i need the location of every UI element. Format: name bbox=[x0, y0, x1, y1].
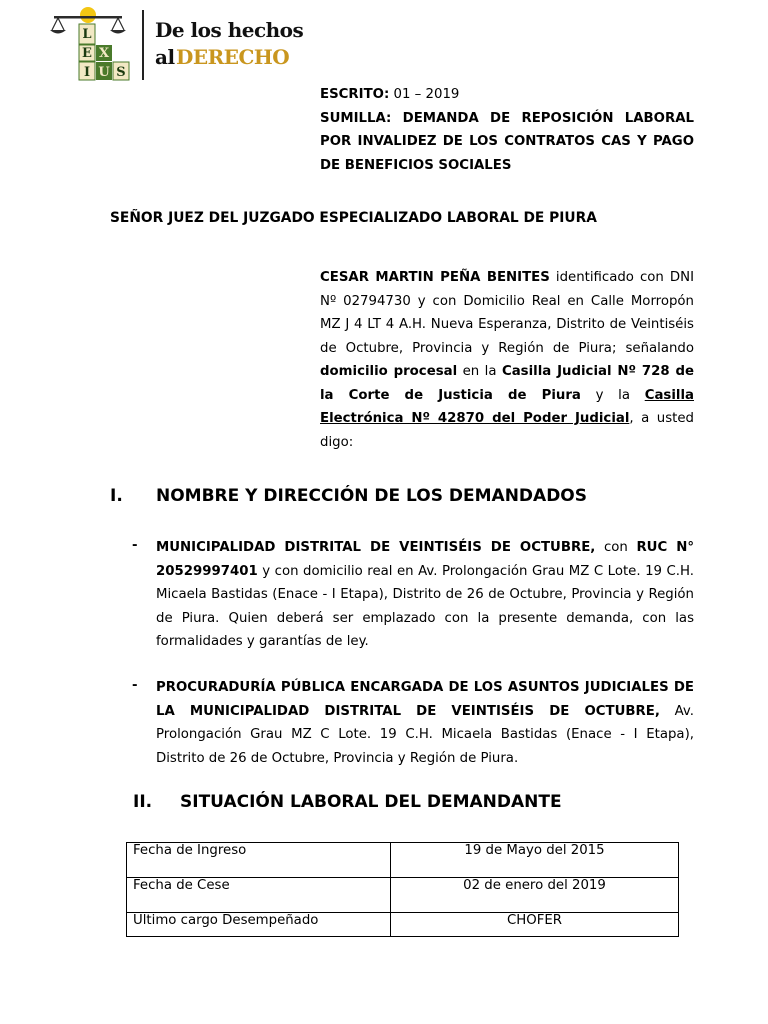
plaintiff-name: CESAR MARTIN PEÑA BENITES bbox=[320, 270, 550, 285]
section-2-number: II. bbox=[133, 792, 153, 812]
logo-letter: E bbox=[82, 46, 92, 61]
logo-letter: S bbox=[116, 65, 126, 80]
defendant-1-address: y con domicilio real en Av. Prolongación Grau MZ C Lote. 19 C.H. Micaela Bastidas (Enace - I Etapa), Distrito de 26 de Octubre, Provincia y Región de Piura. Quien deberá ser emplazado con la presente demanda, con las formalidades y garantías de ley. bbox=[156, 563, 694, 649]
logo-divider bbox=[142, 10, 144, 80]
table-cell-value: 02 de enero del 2019 bbox=[391, 878, 679, 913]
defendant-1-text: con bbox=[595, 540, 637, 555]
intro-text: , a usted digo: bbox=[320, 411, 694, 450]
table-row bbox=[127, 913, 679, 937]
plaintiff-identification bbox=[320, 266, 694, 454]
logo-letter: U bbox=[98, 65, 110, 80]
defendant-2-address: Av. Prolongación Grau MZ C Lote. 19 C.H. Micaela Bastidas (Enace - I Etapa), Distrito de 26 de Octubre, Provincia y Región de Piura. bbox=[156, 703, 694, 766]
lexius-logo bbox=[48, 4, 288, 84]
intro-text: y la bbox=[580, 387, 645, 403]
section-1-title: NOMBRE Y DIRECCIÓN DE LOS DEMANDADOS bbox=[156, 486, 588, 506]
domicilio-procesal: domicilio procesal bbox=[320, 364, 458, 379]
table-row bbox=[127, 878, 679, 913]
escrito-label: ESCRITO: bbox=[320, 87, 390, 102]
bullet-marker: - bbox=[132, 538, 138, 553]
table-cell-label: Fecha de Ingreso bbox=[127, 843, 391, 878]
logo-letter: L bbox=[82, 27, 92, 42]
document-header bbox=[320, 83, 694, 177]
table-row bbox=[127, 843, 679, 878]
table-cell-value: CHOFER bbox=[391, 913, 679, 937]
escrito-line bbox=[320, 83, 694, 107]
addressee-heading: SEÑOR JUEZ DEL JUZGADO ESPECIALIZADO LABORAL DE PIURA bbox=[110, 210, 597, 226]
escrito-value: 01 – 2019 bbox=[393, 87, 460, 102]
defendant-1 bbox=[156, 536, 694, 654]
casilla-judicial: Casilla Judicial Nº 728 de la Corte de Justicia de Piura bbox=[320, 364, 694, 403]
table-cell-label: Fecha de Cese bbox=[127, 878, 391, 913]
intro-text: identificado con DNI Nº 02794730 y con Domicilio Real en Calle Morropón MZ J 4 LT 4 A.H. Nueva Esperanza, Distrito de Veintiséis de Octubre, Provincia y Región de Piura; señalando bbox=[320, 270, 694, 356]
employment-table bbox=[126, 842, 679, 937]
defendant-2 bbox=[156, 676, 694, 770]
logo-letter: I bbox=[83, 65, 91, 80]
sumilla bbox=[320, 107, 694, 178]
table-cell-value: 19 de Mayo del 2015 bbox=[391, 843, 679, 878]
table-cell-label: Ultimo cargo Desempeñado bbox=[127, 913, 391, 937]
intro-text: en la bbox=[457, 364, 502, 379]
casilla-electronica: Casilla Electrónica Nº 42870 del Poder Judicial bbox=[320, 387, 694, 426]
defendant-1-name: MUNICIPALIDAD DISTRITAL DE VEINTISÉIS DE OCTUBRE, bbox=[156, 540, 596, 555]
defendant-2-name: PROCURADURÍA PÚBLICA ENCARGADA DE LOS ASUNTOS JUDICIALES DE LA MUNICIPALIDAD DISTRITAL DE VEINTISÉIS DE OCTUBRE, bbox=[156, 680, 694, 719]
logo-title-prefix: al bbox=[155, 45, 175, 69]
logo-title-line1: De los hechos bbox=[155, 18, 304, 42]
sumilla-label: SUMILLA: bbox=[320, 110, 392, 126]
defendant-1-ruc: RUC N° 20529997401 bbox=[156, 540, 695, 579]
bullet-marker: - bbox=[132, 678, 138, 693]
section-2-title: SITUACIÓN LABORAL DEL DEMANDANTE bbox=[180, 792, 562, 812]
section-1-number: I. bbox=[110, 486, 123, 506]
sumilla-text: DEMANDA DE REPOSICIÓN LABORAL POR INVALIDEZ DE LOS CONTRATOS CAS Y PAGO DE BENEFICIOS SOCIALES bbox=[320, 110, 694, 173]
logo-letter: X bbox=[98, 46, 110, 61]
logo-title-accent: DERECHO bbox=[176, 45, 290, 69]
scales-of-justice-icon bbox=[48, 4, 148, 84]
